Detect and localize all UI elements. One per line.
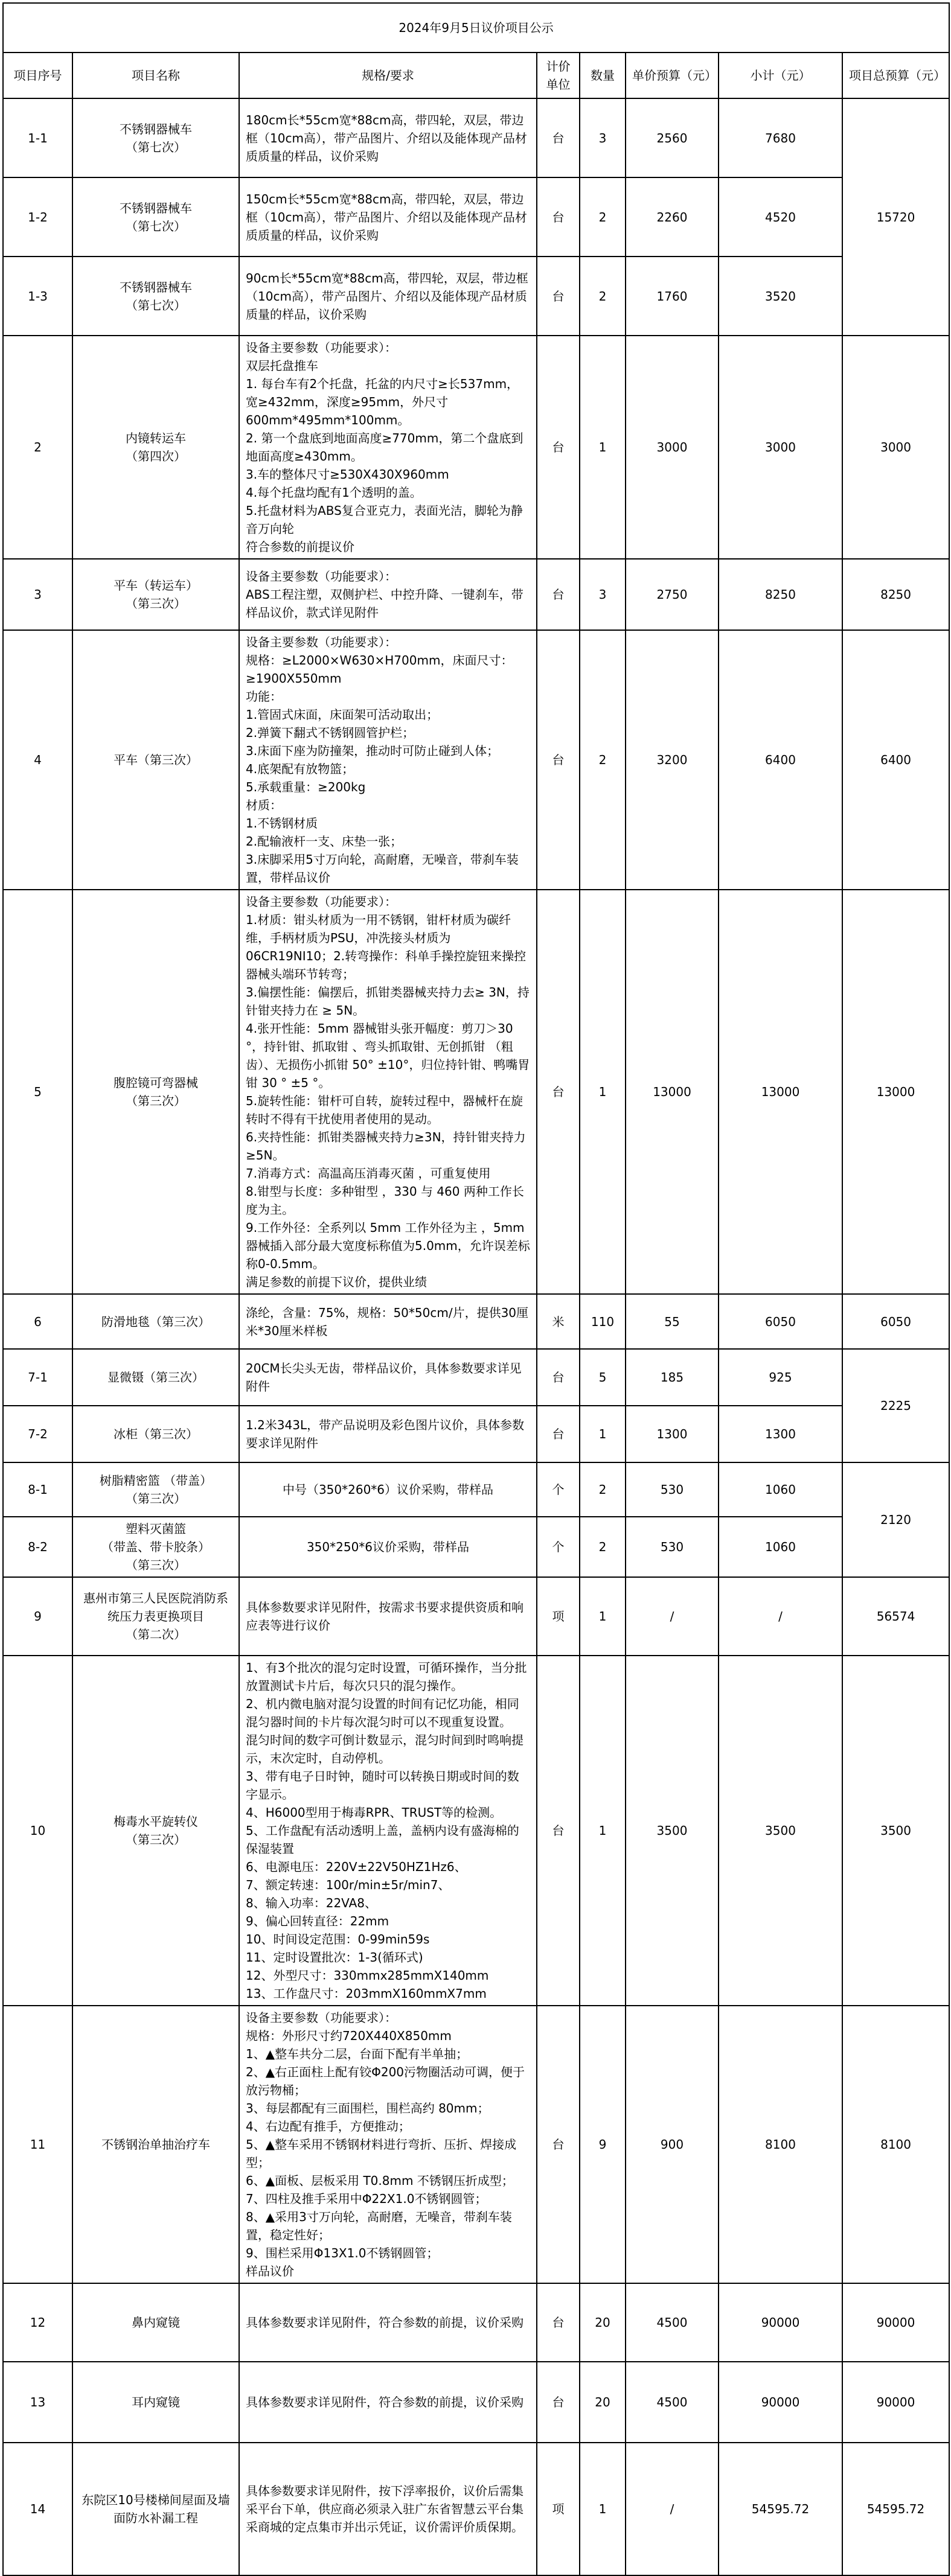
- header-name: 项目名称: [72, 53, 239, 98]
- page-title: 2024年9月5日议价项目公示: [3, 3, 949, 53]
- cell-subtotal: 54595.72: [719, 2443, 842, 2575]
- cell-unit: 台: [537, 177, 580, 257]
- cell-price: 900: [626, 2006, 719, 2283]
- header-total: 项目总预算（元）: [842, 53, 949, 98]
- cell-spec: 具体参数要求详见附件，按需求书要求提供资质和响应表等进行议价: [239, 1577, 537, 1656]
- cell-spec: 具体参数要求详见附件，按下浮率报价，议价后需集采平台下单，供应商必须录入驻广东省智慧云平台集采商城的定点集市并出示凭证，议价需评价质保期。: [239, 2443, 537, 2575]
- cell-price: 3200: [626, 630, 719, 890]
- cell-qty: 1: [580, 1406, 626, 1462]
- cell-unit: 台: [537, 630, 580, 890]
- cell-price: 4500: [626, 2283, 719, 2362]
- cell-name: 不锈钢治单抽治疗车: [72, 2006, 239, 2283]
- cell-unit: 台: [537, 1406, 580, 1462]
- table-row: [3, 1406, 949, 1462]
- cell-unit: 个: [537, 1462, 580, 1517]
- cell-subtotal: 13000: [719, 890, 842, 1294]
- cell-spec: 150cm长*55cm宽*88cm高，带四轮，双层，带边框（10cm高），带产品图片、介绍以及能体现产品材质质量的样品，议价采购: [239, 177, 537, 257]
- cell-total: 13000: [842, 890, 949, 1294]
- cell-name: 不锈钢器械车 （第七次）: [72, 98, 239, 177]
- cell-subtotal: /: [719, 1577, 842, 1656]
- cell-spec: 设备主要参数（功能要求）： 规格：外形尺寸约720X440X850mm 1、▲整车共分二层，台面下配有半单抽； 2、▲右正面柱上配有铰Φ200污物圈活动可调，便于放污物桶； 3、每层都配有三面围栏，围栏高约 80mm； 4、右边配有推手，方便推动； 5、▲整车采用不锈钢材料进行弯折、压折、焊接成型； 6、▲面板、层板采用 T0.8mm 不锈钢压折成型； 7、四柱及推手采用中Φ22X1.0不锈钢圆管； 8、▲采用3寸万向轮，高耐磨，无噪音，带刹车装置，稳定性好； 9、围栏采用Φ13X1.0不锈钢圆管； 样品议价: [239, 2006, 537, 2283]
- header-qty: 数量: [580, 53, 626, 98]
- cell-qty: 20: [580, 2362, 626, 2443]
- cell-seq: 1-1: [3, 98, 72, 177]
- cell-qty: 110: [580, 1294, 626, 1349]
- cell-qty: 1: [580, 890, 626, 1294]
- cell-qty: 1: [580, 1656, 626, 2006]
- cell-spec: 中号（350*260*6）议价采购，带样品: [239, 1462, 537, 1517]
- cell-seq: 12: [3, 2283, 72, 2362]
- cell-name: 不锈钢器械车 （第七次）: [72, 257, 239, 336]
- table-row: [3, 2283, 949, 2362]
- cell-name: 内镜转运车 （第四次）: [72, 336, 239, 559]
- cell-unit: 项: [537, 2443, 580, 2575]
- cell-qty: 9: [580, 2006, 626, 2283]
- cell-subtotal: 3520: [719, 257, 842, 336]
- cell-price: 530: [626, 1462, 719, 1517]
- cell-subtotal: 90000: [719, 2362, 842, 2443]
- cell-price: 55: [626, 1294, 719, 1349]
- cell-price: /: [626, 2443, 719, 2575]
- cell-name: 防滑地毯（第三次）: [72, 1294, 239, 1349]
- cell-total: 54595.72: [842, 2443, 949, 2575]
- cell-unit: 米: [537, 1294, 580, 1349]
- cell-unit: 台: [537, 559, 580, 630]
- cell-spec: 90cm长*55cm宽*88cm高，带四轮，双层，带边框（10cm高），带产品图片、介绍以及能体现产品材质质量的样品，议价采购: [239, 257, 537, 336]
- cell-spec: 180cm长*55cm宽*88cm高，带四轮，双层，带边框（10cm高），带产品图片、介绍以及能体现产品材质质量的样品，议价采购: [239, 98, 537, 177]
- cell-name: 冰柜（第三次）: [72, 1406, 239, 1462]
- cell-qty: 20: [580, 2283, 626, 2362]
- cell-total: 2120: [842, 1462, 949, 1577]
- cell-name: 树脂精密篮 （带盖） （第三次）: [72, 1462, 239, 1517]
- table-row: [3, 1294, 949, 1349]
- cell-seq: 3: [3, 559, 72, 630]
- cell-name: 平车（第三次）: [72, 630, 239, 890]
- cell-seq: 4: [3, 630, 72, 890]
- cell-subtotal: 4520: [719, 177, 842, 257]
- title-row: [3, 3, 949, 53]
- cell-qty: 1: [580, 1577, 626, 1656]
- cell-name: 梅毒水平旋转仪 （第三次）: [72, 1656, 239, 2006]
- cell-name: 平车（转运车） （第三次）: [72, 559, 239, 630]
- cell-total: 90000: [842, 2283, 949, 2362]
- cell-subtotal: 8100: [719, 2006, 842, 2283]
- cell-name: 显微镊（第三次）: [72, 1349, 239, 1406]
- cell-spec: 设备主要参数（功能要求）： 规格：≥L2000×W630×H700mm，床面尺寸：≥1900X550mm 功能： 1.管固式床面，床面架可活动取出； 2.弹簧下翻式不锈钢圆管护栏； 3.床面下座为防撞架，推动时可防止碰到人体； 4.底架配有放物篮； 5.承载重量：≥200kg 材质： 1.不锈钢材质 2.配输液杆一支、床垫一张； 3.床脚采用5寸万向轮，高耐磨，无噪音，带刹车装置，带样品议价: [239, 630, 537, 890]
- header-subtotal: 小计（元）: [719, 53, 842, 98]
- cell-unit: 台: [537, 2283, 580, 2362]
- cell-qty: 2: [580, 1517, 626, 1577]
- cell-unit: 项: [537, 1577, 580, 1656]
- cell-price: 1760: [626, 257, 719, 336]
- cell-total: 3500: [842, 1656, 949, 2006]
- table-row: [3, 1656, 949, 2006]
- cell-total: 3000: [842, 336, 949, 559]
- cell-seq: 7-2: [3, 1406, 72, 1462]
- cell-subtotal: 7680: [719, 98, 842, 177]
- cell-spec: 1.2米343L，带产品说明及彩色图片议价，具体参数要求详见附件: [239, 1406, 537, 1462]
- header-spec: 规格/要求: [239, 53, 537, 98]
- cell-name: 耳内窥镜: [72, 2362, 239, 2443]
- cell-price: 2750: [626, 559, 719, 630]
- cell-qty: 2: [580, 177, 626, 257]
- cell-price: 185: [626, 1349, 719, 1406]
- header-row: [3, 53, 949, 98]
- cell-price: 3500: [626, 1656, 719, 2006]
- cell-unit: 台: [537, 98, 580, 177]
- cell-subtotal: 6400: [719, 630, 842, 890]
- cell-subtotal: 8250: [719, 559, 842, 630]
- cell-seq: 11: [3, 2006, 72, 2283]
- cell-price: /: [626, 1577, 719, 1656]
- cell-seq: 13: [3, 2362, 72, 2443]
- cell-subtotal: 3500: [719, 1656, 842, 2006]
- table-row: [3, 630, 949, 890]
- cell-subtotal: 90000: [719, 2283, 842, 2362]
- table-row: [3, 890, 949, 1294]
- cell-name: 东院区10号楼梯间屋面及墙面防水补漏工程: [72, 2443, 239, 2575]
- cell-spec: 设备主要参数（功能要求）： ABS工程注塑，双侧护栏、中控升降、一键刹车，带样品议价，款式详见附件: [239, 559, 537, 630]
- cell-spec: 20CM长尖头无齿，带样品议价，具体参数要求详见附件: [239, 1349, 537, 1406]
- cell-subtotal: 1060: [719, 1517, 842, 1577]
- cell-seq: 6: [3, 1294, 72, 1349]
- table-row: [3, 336, 949, 559]
- table-row: [3, 2362, 949, 2443]
- cell-seq: 7-1: [3, 1349, 72, 1406]
- cell-seq: 8-1: [3, 1462, 72, 1517]
- cell-total: 2225: [842, 1349, 949, 1462]
- table-row: [3, 1517, 949, 1577]
- cell-name: 腹腔镜可弯器械 （第三次）: [72, 890, 239, 1294]
- cell-name: 不锈钢器械车 （第七次）: [72, 177, 239, 257]
- bid-table: [2, 2, 950, 2576]
- table-row: [3, 98, 949, 177]
- table-row: [3, 1577, 949, 1656]
- cell-spec: 具体参数要求详见附件，符合参数的前提，议价采购: [239, 2362, 537, 2443]
- cell-qty: 5: [580, 1349, 626, 1406]
- cell-price: 1300: [626, 1406, 719, 1462]
- cell-total: 6050: [842, 1294, 949, 1349]
- cell-total: 6400: [842, 630, 949, 890]
- cell-spec: 设备主要参数（功能要求）： 双层托盘推车 1. 每台车有2个托盘，托盆的内尺寸≥长537mm，宽≥432mm，深度≥95mm，外尺寸600mm*495mm*100mm。 2. 第一个盘底到地面高度≥770mm，第二个盘底到地面高度≥430mm。 3.车的整体尺寸≥530X430X960mm 4.每个托盘均配有1个透明的盖。 5.托盘材料为ABS复合亚克力，表面光洁，脚轮为静音万向轮 符合参数的前提议价: [239, 336, 537, 559]
- cell-unit: 台: [537, 2006, 580, 2283]
- cell-qty: 1: [580, 336, 626, 559]
- cell-seq: 5: [3, 890, 72, 1294]
- table-row: [3, 1349, 949, 1406]
- cell-unit: 台: [537, 1349, 580, 1406]
- cell-seq: 1-2: [3, 177, 72, 257]
- cell-price: 13000: [626, 890, 719, 1294]
- cell-name: 鼻内窥镜: [72, 2283, 239, 2362]
- cell-spec: 350*250*6议价采购，带样品: [239, 1517, 537, 1577]
- cell-price: 3000: [626, 336, 719, 559]
- cell-spec: 1、有3个批次的混匀定时设置，可循环操作，当分批放置测试卡片后，每次只只的混匀操作。 2、机内微电脑对混匀设置的时间有记忆功能，相同混匀器时间的卡片每次混匀时可以不现重复设置。 混匀时间的数字可倒计数显示，混匀时间到时鸣响提示，末次定时，自动停机。 3、带有电子日时钟，随时可以转换日期或时间的数字显示。 4、H6000型用于梅毒RPR、TRUST等的检测。 5、工作盘配有活动透明上盖，盖柄内设有盛海棉的保湿装置 6、电源电压：220V±22V50HZ1Hz6、 7、额定转速：100r/min±5r/min7、 8、输入功率：22VA8、 9、偏心回转直径：22mm 10、时间设定范围：0-99min59s 11、定时设置批次：1-3(循环式) 12、外型尺寸：330mmx285mmX140mm 13、工作盘尺寸：203mmX160mmX7mm: [239, 1656, 537, 2006]
- cell-qty: 3: [580, 98, 626, 177]
- cell-total: 15720: [842, 98, 949, 336]
- cell-name: 塑料灭菌篮 （带盖、带卡胶条） （第三次）: [72, 1517, 239, 1577]
- cell-name: 惠州市第三人民医院消防系统压力表更换项目 （第二次）: [72, 1577, 239, 1656]
- cell-price: 2560: [626, 98, 719, 177]
- cell-subtotal: 6050: [719, 1294, 842, 1349]
- cell-seq: 9: [3, 1577, 72, 1656]
- table-row: [3, 2006, 949, 2283]
- cell-unit: 台: [537, 2362, 580, 2443]
- cell-qty: 3: [580, 559, 626, 630]
- cell-total: 90000: [842, 2362, 949, 2443]
- cell-subtotal: 3000: [719, 336, 842, 559]
- header-price: 单价预算（元）: [626, 53, 719, 98]
- cell-seq: 14: [3, 2443, 72, 2575]
- cell-subtotal: 1300: [719, 1406, 842, 1462]
- cell-subtotal: 925: [719, 1349, 842, 1406]
- cell-qty: 1: [580, 2443, 626, 2575]
- cell-spec: 设备主要参数（功能要求）： 1.材质：钳头材质为一用不锈钢，钳杆材质为碳纤维，手柄材质为PSU，冲洗接头材质为06CR19NI10；2.转弯操作：科单手操控旋钮来操控器械头端环节转弯； 3.偏摆性能：偏摆后，抓钳类器械夹持力去≥ 3N，持针钳夹持力在 ≥ 5N。 4.张开性能：5mm 器械钳头张开幅度：剪刀＞30 °，持针钳、抓取钳 、弯头抓取钳、无创抓钳 （粗齿）、无损伤小抓钳 50° ±10°，归位持针钳、鸭嘴胃钳 30 ° ±5 °。 5.旋转性能：钳杆可自转，旋转过程中，器械杆在旋转时不得有干扰使用者使用的晃动。 6.夹持性能：抓钳类器械夹持力≥3N，持针钳夹持力≥5N。 7.消毒方式：高温高压消毒灭菌 ，可重复使用 8.钳型与长度：多种钳型 ，330 与 460 两种工作长度为主。 9.工作外径：全系列以 5mm 工作外径为主 ，5mm 器械插入部分最大宽度标称值为5.0mm，允许误差标称0-0.5mm。 满足参数的前提下议价，提供业绩: [239, 890, 537, 1294]
- table-row: [3, 257, 949, 336]
- header-seq: 项目序号: [3, 53, 72, 98]
- cell-seq: 8-2: [3, 1517, 72, 1577]
- cell-subtotal: 1060: [719, 1462, 842, 1517]
- cell-total: 8100: [842, 2006, 949, 2283]
- table-row: [3, 1462, 949, 1517]
- cell-seq: 1-3: [3, 257, 72, 336]
- cell-spec: 具体参数要求详见附件，符合参数的前提，议价采购: [239, 2283, 537, 2362]
- cell-qty: 2: [580, 257, 626, 336]
- cell-qty: 2: [580, 1462, 626, 1517]
- cell-seq: 2: [3, 336, 72, 559]
- table-row: [3, 559, 949, 630]
- cell-unit: 台: [537, 336, 580, 559]
- cell-unit: 台: [537, 1656, 580, 2006]
- cell-price: 4500: [626, 2362, 719, 2443]
- cell-unit: 台: [537, 890, 580, 1294]
- cell-price: 2260: [626, 177, 719, 257]
- table-row: [3, 2443, 949, 2575]
- cell-total: 8250: [842, 559, 949, 630]
- cell-qty: 2: [580, 630, 626, 890]
- cell-spec: 涤纶，含量：75%，规格：50*50cm/片，提供30厘米*30厘米样板: [239, 1294, 537, 1349]
- cell-unit: 个: [537, 1517, 580, 1577]
- table-row: [3, 177, 949, 257]
- cell-price: 530: [626, 1517, 719, 1577]
- cell-unit: 台: [537, 257, 580, 336]
- header-unit: 计价单位: [537, 53, 580, 98]
- cell-seq: 10: [3, 1656, 72, 2006]
- cell-total: 56574: [842, 1577, 949, 1656]
